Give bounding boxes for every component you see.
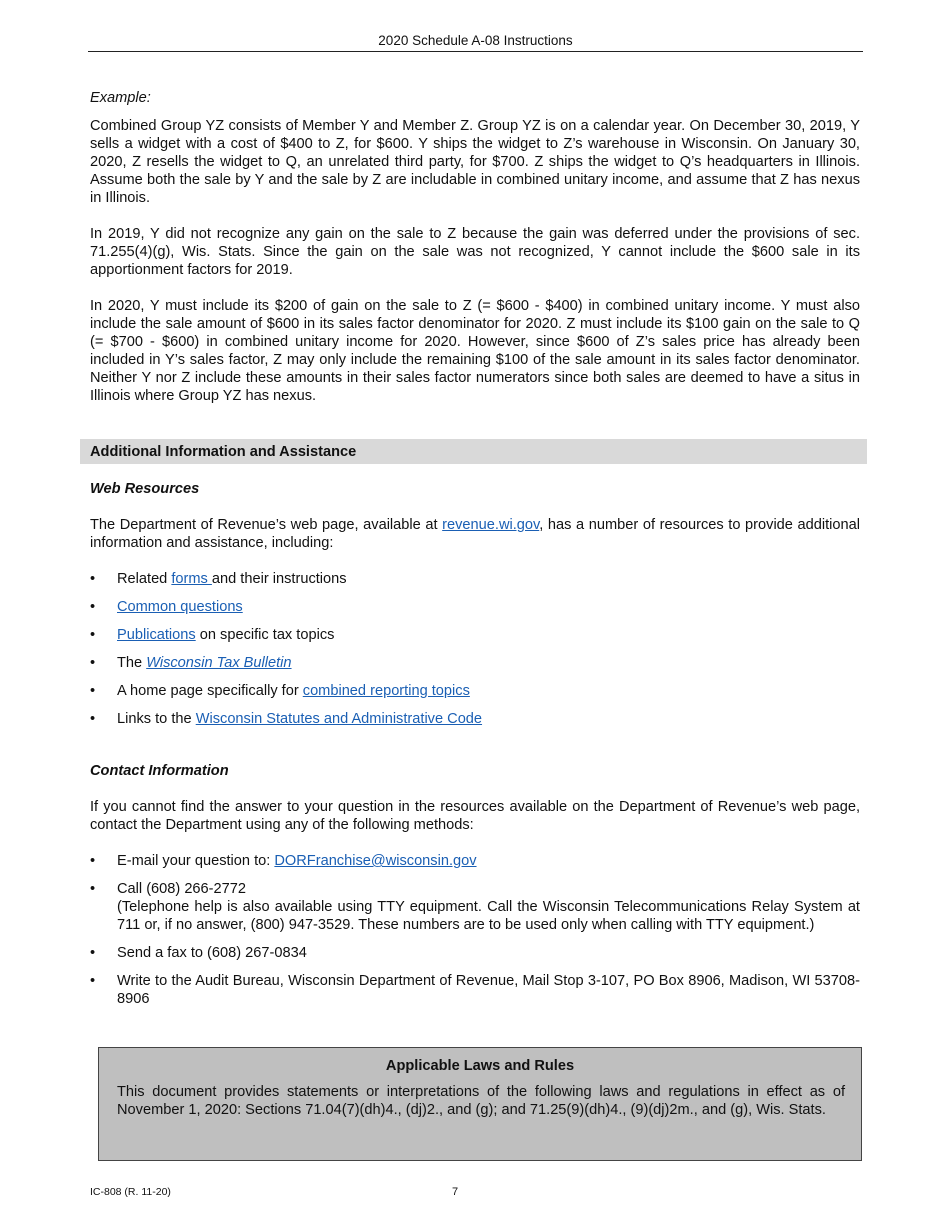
list-item-text: Links to the xyxy=(117,711,196,727)
section-heading-additional-info: Additional Information and Assistance xyxy=(80,439,867,464)
example-paragraph-1: Combined Group YZ consists of Member Y and Member Z. Group YZ is on a calendar year. On December 30, 2019, Y sells a widget with a cost of $400 to Z, for $600. Y ships the widget to Z’s warehouse in Wisconsin. On January 30, 2020, Z resells the widget to Q, an unrelated third party, for $700. Z ships the widget to Q’s headquarters in Illinois. Assume both the sale by Y and the sale by Z are includable in combined unitary income, and assume that Z has nexus in Illinois. xyxy=(90,118,860,206)
list-item-forms xyxy=(90,570,860,588)
list-item-publications xyxy=(90,626,860,644)
list-item-text: Related xyxy=(117,571,172,587)
statutes-link[interactable]: Wisconsin Statutes and Administrative Code xyxy=(195,711,483,727)
contact-email-item xyxy=(90,852,860,870)
contact-fax-item: • Send a fax to (608) 267-0834 xyxy=(90,944,860,962)
tty-note: (Telephone help is also available using TTY equipment. Call the Wisconsin Telecommunications Relay System at 711 or, if no answer, (800) 947-3529. These numbers are to be used only when calling with TTY equipment.) xyxy=(117,899,860,933)
applicable-laws-box xyxy=(98,1047,862,1161)
list-item-text: The xyxy=(117,655,147,671)
list-item-statutes xyxy=(90,710,860,728)
contact-write-item: • Write to the Audit Bureau, Wisconsin Department of Revenue, Mail Stop 3-107, PO Box 8906, Madison, WI 53708-8906 xyxy=(90,972,860,1008)
list-item-tax-bulletin xyxy=(90,654,860,672)
list-item-combined-reporting xyxy=(90,682,860,700)
laws-box-title: Applicable Laws and Rules xyxy=(385,1058,575,1074)
web-resources-intro-before: The Department of Revenue’s web page, available at xyxy=(90,517,443,533)
footer-form-id: IC-808 (R. 11-20) xyxy=(90,1186,171,1198)
example-label: Example: xyxy=(90,90,151,106)
example-paragraph-2: In 2019, Y did not recognize any gain on the sale to Z because the gain was deferred under the provisions of sec. 71.255(4)(g), Wis. Stats. Since the gain on the sale was not recognized, Y cannot include the $600 sale in its apportionment factors for 2019. xyxy=(90,226,860,278)
email-link[interactable]: DORFranchise@wisconsin.gov xyxy=(274,853,477,869)
web-resources-list xyxy=(90,570,860,728)
running-header: 2020 Schedule A-08 Instructions xyxy=(88,33,863,52)
web-resources-intro-after: , has a number of resources to provide additional information and assistance, including: xyxy=(90,517,860,551)
list-item-text: on specific tax topics xyxy=(195,627,335,643)
revenue-site-link[interactable]: revenue.wi.gov xyxy=(442,517,540,533)
main-content xyxy=(90,89,860,1018)
contact-intro: If you cannot find the answer to your question in the resources available on the Department of Revenue’s web page, contact the Department using any of the following methods: xyxy=(90,799,860,833)
tax-bulletin-link[interactable]: Wisconsin Tax Bulletin xyxy=(146,655,292,671)
footer-page-number: 7 xyxy=(451,1186,459,1198)
combined-reporting-link[interactable]: combined reporting topics xyxy=(302,683,470,699)
example-paragraph-3: In 2020, Y must include its $200 of gain on the sale to Z (= $600 - $400) in combined unitary income. Y must also include the sale amount of $600 in its sales factor denominator for 2020. Z must include its $100 gain on the sale to Q (= $700 - $600) in combined unitary income for 2020. However, since $600 of Z’s sales price has already been included in Y’s sales factor, Z may only include the remaining $100 of the sale amount in its sales factor denominator. Neither Y nor Z include these amounts in their sales factor numerators since both sales are deemed to have a situs in Illinois where Group YZ has nexus. xyxy=(90,298,860,404)
contact-heading: Contact Information xyxy=(90,763,229,779)
list-item-text: and their instructions xyxy=(211,571,347,587)
forms-link[interactable]: forms xyxy=(171,571,212,587)
contact-methods-list xyxy=(90,852,860,898)
web-resources-intro xyxy=(90,516,860,552)
contact-methods-list-continued xyxy=(90,944,860,1008)
common-questions-link[interactable]: Common questions xyxy=(117,599,243,615)
list-item-common-questions xyxy=(90,598,860,616)
contact-call-item: • Call (608) 266-2772 xyxy=(90,880,860,898)
contact-email-prefix: E-mail your question to: xyxy=(117,853,275,869)
laws-box-text: This document provides statements or interpretations of the following laws and regulations in effect as of November 1, 2020: Sections 71.04(7)(dh)4., (dj)2., and (g); and 71.25(9)(dh)4., (9)(dj)2m., and (g), Wis. Stats. xyxy=(117,1084,845,1118)
list-item-text: A home page specifically for xyxy=(117,683,303,699)
publications-link[interactable]: Publications xyxy=(117,627,196,643)
web-resources-heading: Web Resources xyxy=(90,481,200,497)
